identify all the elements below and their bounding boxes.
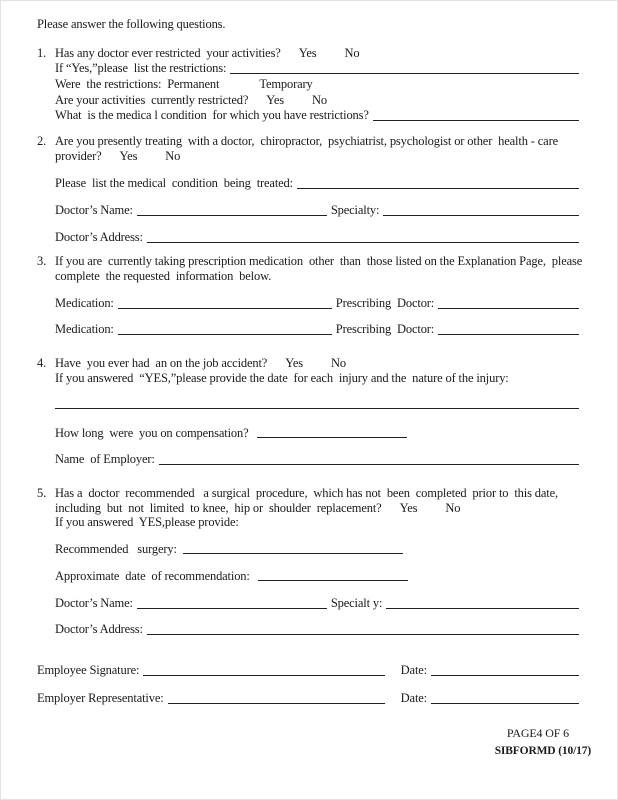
q5-doctor-name-label: Doctor’s Name: [55, 596, 133, 610]
q1-question-row [37, 45, 587, 61]
q4-compensation-row [55, 425, 407, 441]
q2-condition-blank[interactable] [297, 175, 579, 189]
q5-date-row [55, 568, 408, 584]
q4-employer-blank[interactable] [159, 451, 579, 465]
q1-were-restrictions-label[interactable]: Were the restrictions: Permanent [55, 77, 220, 91]
q2-condition-row [55, 175, 579, 191]
q3-medication1-label: Medication: [55, 296, 114, 310]
q5-specialty-blank[interactable] [386, 595, 579, 609]
q3-question-line2: complete the requested information below. [55, 269, 272, 283]
q4-yes-option[interactable]: Yes [285, 356, 303, 370]
form-code: SIBFORMD (10/17) [494, 745, 591, 757]
q3-medication2-blank[interactable] [118, 321, 332, 335]
q5-provide-row [55, 514, 239, 530]
q1-question-text: Has any doctor ever restricted your activities? [55, 46, 281, 60]
employer-representative-blank[interactable] [168, 690, 385, 704]
q1-temporary-option[interactable]: Temporary [259, 77, 313, 91]
employee-signature-label: Employee Signature: [37, 663, 140, 677]
q1-number: 1. [37, 46, 47, 60]
q3-question-row2 [55, 268, 271, 284]
q5-doctor-address-label: Doctor’s Address: [55, 622, 143, 636]
q1-permanent-temporary-row [55, 76, 313, 92]
q5-surgery-row [55, 541, 403, 557]
q2-doctor-address-blank[interactable] [147, 229, 579, 243]
employee-date-label: Date: [400, 663, 427, 677]
q2-question-line2: provider? [55, 149, 102, 163]
q2-specialty-label: Specialty: [330, 203, 380, 217]
q4-number: 4. [37, 356, 47, 370]
q1-currently-no-option[interactable]: No [312, 93, 328, 107]
q5-question-row [37, 485, 587, 501]
q2-condition-label: Please list the medical condition being treated: [55, 176, 293, 190]
employee-signature-row [37, 662, 579, 678]
page-number: PAGE4 OF 6 [506, 726, 569, 740]
q3-prescribing1-blank[interactable] [438, 295, 579, 309]
q1-currently-yes-option[interactable]: Yes [266, 93, 285, 107]
employer-date-blank[interactable] [431, 690, 579, 704]
q1-condition-label: What is the medica l condition for which you have restrictions? [55, 108, 369, 122]
q3-medication2-row [55, 321, 579, 337]
q5-yes-option[interactable]: Yes [399, 501, 418, 515]
q1-no-option[interactable]: No [344, 46, 360, 60]
q5-doctor-name-blank[interactable] [137, 595, 327, 609]
q4-details-row [55, 370, 509, 386]
q5-surgery-label: Recommended surgery: [55, 542, 177, 556]
q5-no-option[interactable]: No [445, 501, 461, 515]
q4-compensation-label: How long were you on compensation? [55, 426, 249, 440]
q2-no-option[interactable]: No [165, 149, 181, 163]
q3-question-row [37, 253, 587, 269]
q2-question-line1: Are you presently treating with a doctor, chiropractor, psychiatrist, psychologist or other health - care [55, 134, 558, 148]
q3-question-line1: If you are currently taking prescription medication other than those listed on the Explanation Page, please [55, 254, 583, 268]
employee-date-blank[interactable] [431, 662, 579, 676]
q5-doctor-name-row [55, 595, 579, 611]
employer-representative-label: Employer Representative: [37, 691, 164, 705]
q3-prescribing1-label: Prescribing Doctor: [335, 296, 435, 310]
q5-surgery-blank[interactable] [183, 541, 403, 554]
q4-employer-label: Name of Employer: [55, 452, 155, 466]
q2-doctor-name-blank[interactable] [137, 202, 327, 216]
q4-question-text: Have you ever had an on the job accident? [55, 356, 268, 370]
q2-doctor-name-row [55, 202, 579, 218]
intro-row [37, 16, 225, 32]
q2-question-row [37, 133, 587, 149]
employer-date-label: Date: [400, 691, 427, 705]
q4-details-label: If you answered “YES,”please provide the date for each injury and the nature of the injury: [55, 371, 509, 385]
q3-medication1-blank[interactable] [118, 295, 332, 309]
q1-condition-row [55, 107, 579, 123]
q5-number: 5. [37, 486, 47, 500]
q2-yes-option[interactable]: Yes [119, 149, 138, 163]
q5-question-line1: Has a doctor recommended a surgical procedure, which has not been completed prior to this date, [55, 486, 558, 500]
intro-text: Please answer the following questions. [37, 17, 226, 31]
q4-injury-details-blank[interactable] [55, 408, 579, 409]
q1-restrictions-label: If “Yes,”please list the restrictions: [55, 61, 227, 75]
q4-no-option[interactable]: No [330, 356, 346, 370]
q1-restrictions-blank[interactable] [230, 60, 579, 74]
q1-condition-blank[interactable] [373, 107, 579, 121]
q1-currently-restricted-label: Are your activities currently restricted? [55, 93, 249, 107]
q2-doctor-name-label: Doctor’s Name: [55, 203, 133, 217]
q5-doctor-address-blank[interactable] [147, 621, 579, 635]
employer-representative-row [37, 690, 579, 706]
q2-number: 2. [37, 134, 47, 148]
q2-doctor-address-label: Doctor’s Address: [55, 230, 143, 244]
q1-restrictions-row [55, 60, 579, 76]
q4-compensation-blank[interactable] [257, 425, 407, 438]
q2-provider-row [55, 148, 180, 164]
q5-provide-label: If you answered YES,please provide: [55, 515, 239, 529]
q1-yes-option[interactable]: Yes [298, 46, 317, 60]
q5-doctor-address-row [55, 621, 579, 637]
q3-medication2-label: Medication: [55, 322, 114, 336]
q3-number: 3. [37, 254, 47, 268]
q3-prescribing2-label: Prescribing Doctor: [335, 322, 435, 336]
q2-specialty-blank[interactable] [383, 202, 579, 216]
q4-employer-row [55, 451, 579, 467]
employee-signature-blank[interactable] [143, 662, 384, 676]
q3-medication1-row [55, 295, 579, 311]
q5-question-line2: including but not limited to knee, hip or shoulder replacement? [55, 501, 382, 515]
q1-currently-restricted-row [55, 92, 327, 108]
q5-date-blank[interactable] [258, 568, 408, 581]
q2-doctor-address-row [55, 229, 579, 245]
q5-specialty-label: Specialt y: [330, 596, 383, 610]
q3-prescribing2-blank[interactable] [438, 321, 579, 335]
q5-date-label: Approximate date of recommendation: [55, 569, 250, 583]
q4-question-row [37, 355, 587, 371]
